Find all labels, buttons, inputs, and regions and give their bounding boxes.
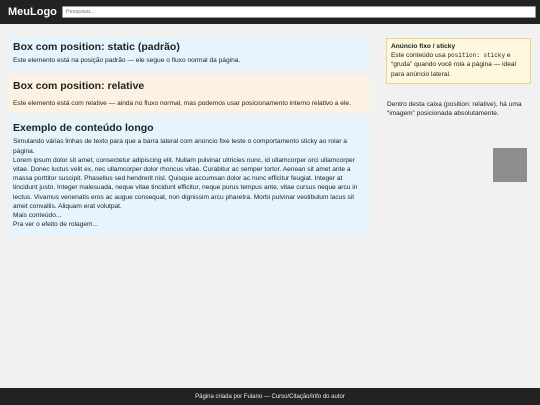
relative-container-text: Dentro desta caixa (position: relative), há uma “imagem” posicionada absolutamente. bbox=[387, 100, 522, 118]
relative-box bbox=[9, 76, 370, 112]
sticky-ad-title: Anúncio fixo / sticky bbox=[391, 43, 456, 50]
sticky-ad bbox=[386, 38, 531, 84]
relative-container bbox=[386, 98, 531, 186]
static-box-text: Este elemento está na posição padrão — ele segue o fluxo normal da página. bbox=[13, 57, 241, 64]
footer bbox=[0, 388, 540, 405]
site-logo[interactable]: MeuLogo bbox=[8, 6, 57, 18]
sidebar bbox=[386, 38, 531, 186]
absolute-image-placeholder bbox=[493, 148, 527, 182]
relative-box-text: Este elemento está com relative — ainda no fluxo normal, mas podemos usar posicionamento interno relativo a ele. bbox=[13, 100, 351, 108]
top-bar bbox=[0, 0, 540, 24]
static-box bbox=[9, 38, 370, 69]
sticky-ad-text: Este conteúdo usa position: sticky e “gruda” quando você rola a página — ideal para anúncio lateral. bbox=[391, 52, 516, 78]
long-content-intro: Simulando várias linhas de texto para que a barra lateral com anúncio fixe teste o comportamento sticky ao rolar a página. bbox=[13, 138, 347, 155]
footer-text: Página criada por Fulano — Curso/Citação/Info do autor bbox=[195, 393, 345, 400]
sticky-ad-code: position: sticky bbox=[447, 52, 506, 60]
search-input[interactable] bbox=[62, 6, 536, 18]
long-content-scroll-hint: Pra ver o efeito de rolagem... bbox=[13, 221, 99, 229]
long-content-title: Exemplo de conteúdo longo bbox=[13, 122, 154, 135]
static-box-title: Box com position: static (padrão) bbox=[13, 41, 180, 53]
long-content-box bbox=[9, 119, 370, 235]
relative-box-title: Box com position: relative bbox=[13, 80, 145, 93]
long-content-lorem: Lorem ipsum dolor sit amet, consectetur adipiscing elit. Nullam pulvinar ultricies nunc, id ullamcorper orci ullamcorper vitae. Donec luctus velit ex, nec ullamcorper dolor rhoncus vitae. Curabitur ac semper tortor. Aenean sit amet ante a massa porttitor suscipit. Phasellus sed hendrerit nisl. Quisque accumsan dolor ac nunc efficitur feugiat. Integer at tincidunt justo. Integer malesuada, neque vitae tincidunt efficitur, neque purus tempus ante, vitae cursus neque arcu in lectus. Vivamus venenatis eros ac augue consequat, non dignissim arcu pharetra. Morbi pulvinar vestibulum lacus sit amet convallis. Aliquam erat volutpat. bbox=[13, 156, 358, 210]
long-content-more: Mais conteúdo... bbox=[13, 212, 62, 220]
main-content bbox=[9, 38, 370, 242]
